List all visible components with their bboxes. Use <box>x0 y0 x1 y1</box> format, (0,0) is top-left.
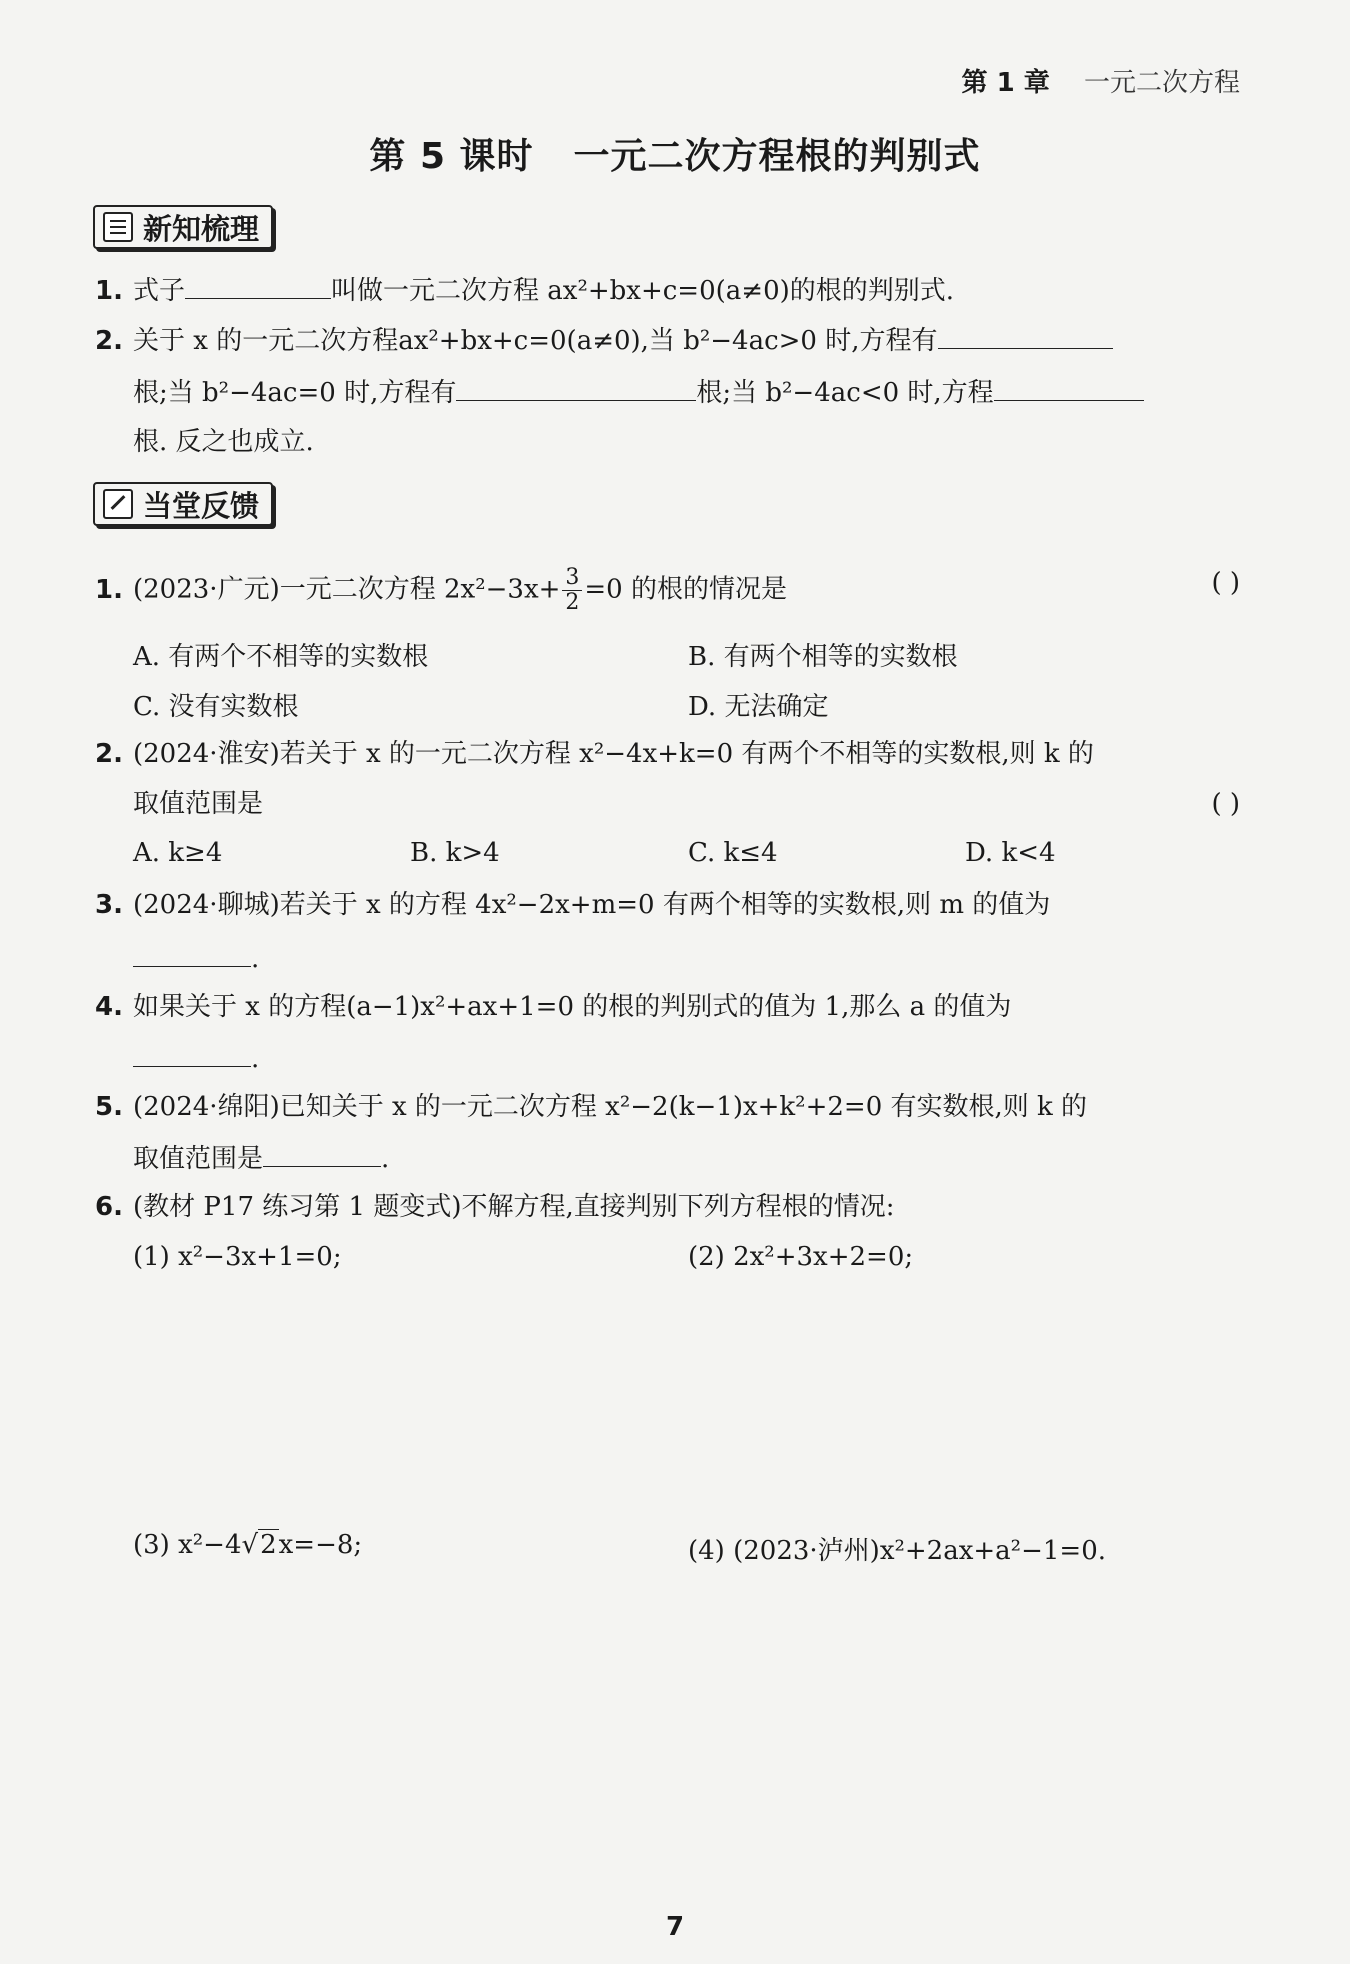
sub-question-text: (3) x²−4 <box>133 1530 242 1560</box>
feedback-q6-line1 <box>95 1190 1240 1224</box>
knowledge-q2-line2 <box>95 374 1240 410</box>
question-text: 关于 x 的一元二次方程ax²+bx+c=0(a≠0),当 b²−4ac>0 时,方程有 <box>133 326 938 356</box>
feedback-q2-line2 <box>95 787 1240 821</box>
option-b: B. 有两个相等的实数根 <box>688 642 958 672</box>
question-number: 4. <box>95 992 123 1022</box>
answer-blank[interactable] <box>263 1140 381 1167</box>
section-feedback <box>93 482 273 526</box>
section-label: 当堂反馈 <box>143 488 260 523</box>
sqrt-radicand: 2 <box>260 1530 277 1560</box>
question-text: 取值范围是 <box>133 1144 264 1174</box>
fraction <box>562 566 582 615</box>
feedback-q4-line2 <box>95 1040 1240 1076</box>
feedback-q3-line1 <box>95 888 1240 922</box>
answer-blank[interactable] <box>938 322 1113 349</box>
question-number: 2. <box>95 326 123 356</box>
page-number: 7 <box>665 1912 685 1942</box>
question-number: 1. <box>95 574 123 605</box>
knowledge-q1 <box>95 272 1240 308</box>
question-text: 根;当 b²−4ac=0 时,方程有 <box>133 378 457 408</box>
lesson-title <box>0 128 1350 179</box>
knowledge-q2-line3 <box>95 425 1240 459</box>
feedback-q2-line1 <box>95 737 1240 771</box>
option-c: C. 没有实数根 <box>133 692 299 722</box>
question-text: (教材 P17 练习第 1 题变式)不解方程,直接判别下列方程根的情况: <box>133 1192 895 1222</box>
question-text: 根. 反之也成立. <box>133 427 314 457</box>
feedback-q3-line2 <box>95 940 1240 976</box>
lesson-number: 第 5 课时 <box>369 136 534 177</box>
question-text: (2024·聊城)若关于 x 的方程 4x²−2x+m=0 有两个相等的实数根,则 m 的值为 <box>133 890 1051 920</box>
option-b: B. k>4 <box>410 838 500 868</box>
section-label: 新知梳理 <box>143 211 260 246</box>
answer-paren[interactable]: ( ) <box>1211 568 1240 598</box>
feedback-q5-line1 <box>95 1090 1240 1124</box>
option-d: D. k<4 <box>965 838 1056 868</box>
sqrt-sign: √ <box>241 1530 259 1560</box>
sub-question-3 <box>133 1530 362 1560</box>
sub-question-text: x=−8; <box>278 1530 363 1560</box>
feedback-q4-line1 <box>95 990 1240 1024</box>
answer-blank[interactable] <box>456 374 696 401</box>
answer-blank[interactable] <box>133 1040 251 1067</box>
chapter-name: 一元二次方程 <box>1083 68 1240 98</box>
question-number: 3. <box>95 890 123 920</box>
question-number: 5. <box>95 1092 123 1122</box>
sub-question-1: (1) x²−3x+1=0; <box>133 1242 342 1272</box>
question-text: (2024·绵阳)已知关于 x 的一元二次方程 x²−2(k−1)x+k²+2=0 有实数根,则 k 的 <box>133 1092 1088 1122</box>
answer-blank[interactable] <box>994 374 1144 401</box>
feedback-q1 <box>95 566 1240 615</box>
period: . <box>381 1144 390 1174</box>
book-icon <box>103 212 133 242</box>
sub-question-4: (4) (2023·泸州)x²+2ax+a²−1=0. <box>688 1536 1107 1566</box>
question-number: 2. <box>95 739 123 769</box>
question-text: 如果关于 x 的方程(a−1)x²+ax+1=0 的根的判别式的值为 1,那么 a 的值为 <box>133 992 1012 1022</box>
section-new-knowledge <box>93 205 273 249</box>
period: . <box>251 944 260 974</box>
period: . <box>251 1044 260 1074</box>
question-text: (2023·广元)一元二次方程 2x²−3x+ <box>133 574 561 605</box>
question-number: 6. <box>95 1192 123 1222</box>
option-c: C. k≤4 <box>688 838 778 868</box>
option-a: A. k≥4 <box>133 838 223 868</box>
question-text: 取值范围是 <box>133 789 264 819</box>
option-a: A. 有两个不相等的实数根 <box>133 642 429 672</box>
chapter-number: 第 1 章 <box>961 68 1050 98</box>
answer-blank[interactable] <box>185 272 331 299</box>
question-text: =0 的根的情况是 <box>584 574 787 605</box>
question-text: 根;当 b²−4ac<0 时,方程 <box>696 378 994 408</box>
question-text: (2024·淮安)若关于 x 的一元二次方程 x²−4x+k=0 有两个不相等的实数根,则 k 的 <box>133 739 1094 769</box>
question-text: 叫做一元二次方程 ax²+bx+c=0(a≠0)的根的判别式. <box>331 276 955 306</box>
knowledge-q2-line1 <box>95 322 1240 358</box>
fraction-numerator: 3 <box>562 566 582 591</box>
running-header <box>962 62 1240 99</box>
pen-icon <box>103 489 133 519</box>
question-number: 1. <box>95 276 123 306</box>
answer-blank[interactable] <box>133 940 251 967</box>
answer-paren[interactable]: ( ) <box>1211 789 1240 819</box>
option-d: D. 无法确定 <box>688 692 829 722</box>
sub-question-2: (2) 2x²+3x+2=0; <box>688 1242 914 1272</box>
feedback-q5-line2 <box>95 1140 1240 1176</box>
fraction-denominator: 2 <box>565 590 580 615</box>
lesson-topic: 一元二次方程根的判别式 <box>573 136 981 177</box>
question-text: 式子 <box>133 276 186 306</box>
